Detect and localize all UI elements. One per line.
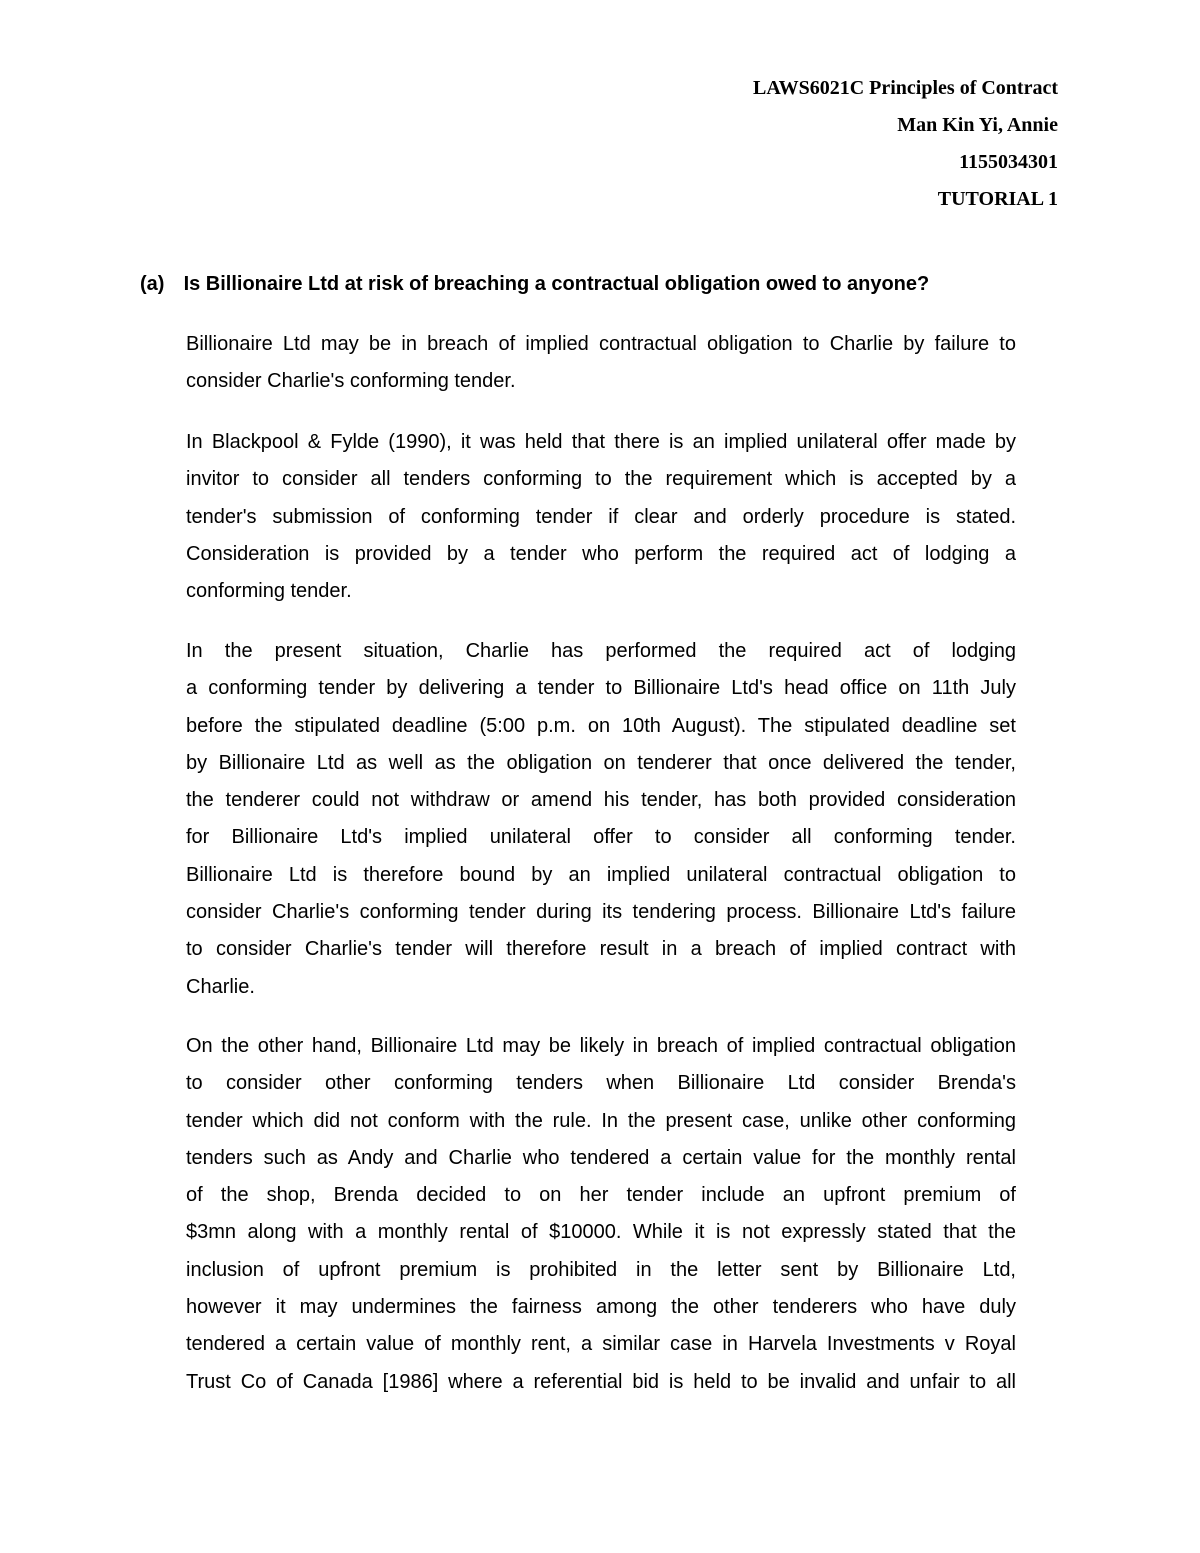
paragraph-1	[186, 326, 1016, 401]
paragraph-line: tendered a certain value of monthly rent, a similar case in Harvela Investments v Royal	[186, 1333, 1016, 1356]
paragraph-2	[186, 424, 1016, 610]
paragraph-line: In the present situation, Charlie has performed the required act of lodging	[186, 640, 1016, 662]
paragraph-line: tenders such as Andy and Charlie who tendered a certain value for the monthly rental	[186, 1146, 1016, 1169]
student-id: 1155034301	[959, 151, 1058, 173]
paragraph-3	[186, 633, 1016, 1006]
paragraph-4	[186, 1028, 1016, 1401]
paragraph-line: inclusion of upfront premium is prohibited in the letter sent by Billionaire Ltd,	[186, 1258, 1016, 1281]
paragraph-line: In Blackpool & Fylde (1990), it was held that there is an implied unilateral offer made by	[186, 431, 1016, 453]
paragraph-line: the tenderer could not withdraw or amend his tender, has both provided consideration	[186, 789, 1016, 812]
paragraph-line: consider Charlie's conforming tender.	[186, 370, 516, 393]
tutorial-label: TUTORIAL 1	[937, 188, 1058, 210]
paragraph-line: before the stipulated deadline (5:00 p.m. on 10th August). The stipulated deadline set	[186, 714, 1016, 737]
question-text: Is Billionaire Ltd at risk of breaching a contractual obligation owed to anyone?	[183, 273, 930, 295]
paragraph-line: Consideration is provided by a tender who perform the required act of lodging a	[186, 542, 1016, 565]
question-label: (a)	[140, 273, 165, 295]
paragraph-line: invitor to consider all tenders conforming to the requirement which is accepted by a	[186, 468, 1016, 491]
question-heading	[140, 269, 1080, 299]
paragraph-line: tender's submission of conforming tender if clear and orderly procedure is stated.	[186, 505, 1016, 528]
paragraph-line: Billionaire Ltd is therefore bound by an implied unilateral contractual obligation to	[186, 863, 1016, 886]
paragraph-line: $3mn along with a monthly rental of $10000. While it is not expressly stated that the	[186, 1221, 1016, 1244]
paragraph-line: to consider other conforming tenders when Billionaire Ltd consider Brenda's	[186, 1072, 1016, 1095]
paragraph-line: of the shop, Brenda decided to on her tender include an upfront premium of	[186, 1184, 1016, 1207]
paragraph-line: Billionaire Ltd may be in breach of implied contractual obligation to Charlie by failure to	[186, 333, 1016, 355]
paragraph-line: On the other hand, Billionaire Ltd may be likely in breach of implied contractual obligation	[186, 1035, 1016, 1057]
paragraph-line: by Billionaire Ltd as well as the obligation on tenderer that once delivered the tender,	[186, 751, 1016, 774]
header-block	[753, 70, 1058, 218]
paragraph-line: Charlie.	[186, 975, 255, 998]
paragraph-line: a conforming tender by delivering a tender to Billionaire Ltd's head office on 11th July	[186, 677, 1016, 700]
paragraph-line: tender which did not conform with the rule. In the present case, unlike other conforming	[186, 1109, 1016, 1132]
paragraph-line: consider Charlie's conforming tender during its tendering process. Billionaire Ltd's failure	[186, 901, 1016, 924]
paragraph-line: Trust Co of Canada [1986] where a referential bid is held to be invalid and unfair to all	[186, 1370, 1016, 1393]
paragraph-line: for Billionaire Ltd's implied unilateral offer to consider all conforming tender.	[186, 826, 1016, 849]
student-name: Man Kin Yi, Annie	[897, 114, 1058, 136]
course-title: LAWS6021C Principles of Contract	[753, 77, 1058, 99]
paragraph-line: however it may undermines the fairness among the other tenderers who have duly	[186, 1296, 1016, 1319]
paragraph-line: to consider Charlie's tender will therefore result in a breach of implied contract with	[186, 938, 1016, 961]
paragraph-line: conforming tender.	[186, 580, 352, 603]
